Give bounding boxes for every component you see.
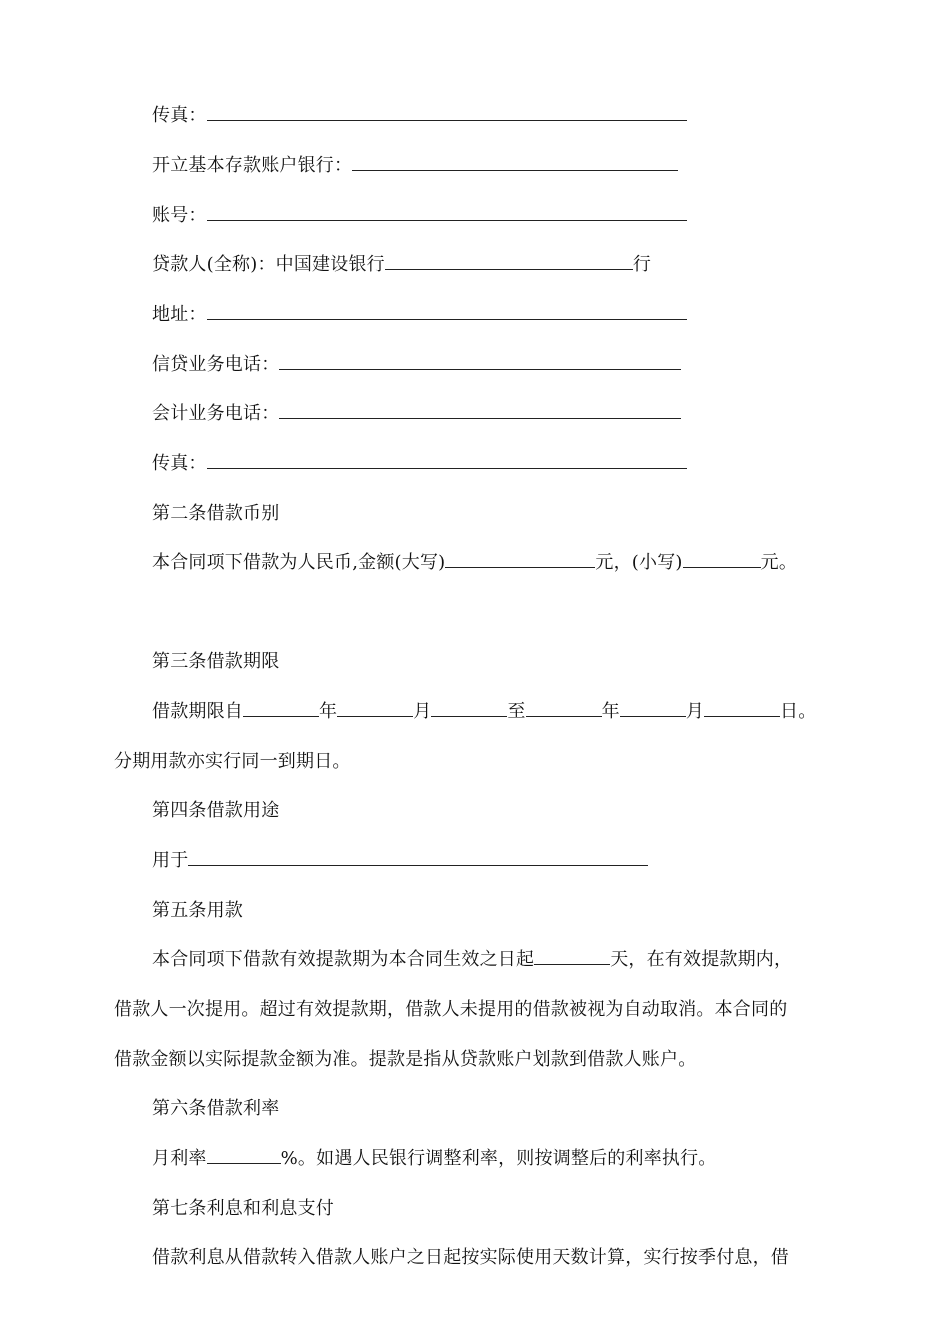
accounting-phone-blank (279, 402, 681, 419)
basic-account-bank-blank (352, 154, 678, 171)
address-line (152, 303, 687, 327)
article-7-line-1: 借款利息从借款转入借款人账户之日起按实际使用天数计算，实行按季付息，借 (152, 1247, 789, 1268)
credit-phone-line (152, 353, 681, 377)
article-4-title: 第四条借款用途 (152, 800, 280, 821)
basic-account-bank-line (152, 154, 678, 178)
accounting-phone-label: 会计业务电话： (152, 403, 280, 424)
start-year-blank (243, 700, 319, 717)
rate-adjust-text: %。如遇人民银行调整利率，则按调整后的利率执行。 (280, 1148, 717, 1169)
fax-line-1 (152, 104, 687, 128)
yuan-suffix: 元。 (760, 552, 798, 573)
start-day-blank (431, 700, 507, 717)
drawdown-period-text: 本合同项下借款有效提款期为本合同生效之日起 (152, 949, 535, 970)
accounting-phone-line (152, 402, 681, 426)
lender-line (152, 253, 651, 277)
lender-label: 贷款人(全称)：中国建设银行 (152, 254, 385, 275)
end-year-blank (526, 700, 602, 717)
end-month-blank (620, 700, 686, 717)
account-no-blank (207, 204, 687, 221)
credit-phone-blank (279, 353, 681, 370)
article-2-title: 第二条借款币别 (152, 503, 280, 524)
purpose-label: 用于 (152, 850, 189, 871)
account-no-line (152, 204, 687, 228)
days-blank (534, 948, 610, 965)
fax-label: 传真： (152, 453, 207, 474)
amount-figures-label: 元，(小写) (595, 552, 683, 573)
end-day-blank (704, 700, 780, 717)
period-label: 借款期限自 (152, 701, 243, 722)
article-5-line-1 (152, 948, 792, 972)
article-3-title: 第三条借款期限 (152, 651, 280, 672)
address-blank (207, 303, 687, 320)
article-6-rate (152, 1147, 717, 1171)
month-label: 月 (413, 701, 432, 722)
article-3-period (152, 700, 816, 724)
article-2-text (152, 551, 797, 575)
fax-blank (207, 104, 687, 121)
to-label: 至 (507, 701, 526, 722)
credit-phone-label: 信贷业务电话： (152, 354, 280, 375)
article-5-title: 第五条用款 (152, 900, 243, 921)
purpose-blank (188, 849, 648, 866)
account-no-label: 账号： (152, 205, 207, 226)
lender-branch-blank (385, 253, 633, 270)
article-7-title: 第七条利息和利息支付 (152, 1198, 334, 1219)
lender-suffix: 行 (632, 254, 652, 275)
amount-figures-blank (683, 551, 761, 568)
day-label: 日。 (780, 701, 817, 722)
article-6-title: 第六条借款利率 (152, 1098, 280, 1119)
currency-amount-label: 本合同项下借款为人民币,金额(大写) (152, 552, 446, 573)
start-month-blank (337, 700, 413, 717)
article-3-line-2: 分期用款亦实行同一到期日。 (114, 751, 351, 772)
year-label: 年 (601, 701, 620, 722)
fax-line-2 (152, 452, 687, 476)
year-label: 年 (319, 701, 338, 722)
rate-blank (207, 1147, 281, 1164)
drawdown-period-text-cont: 天，在有效提款期内， (610, 949, 793, 970)
address-label: 地址： (152, 304, 207, 325)
article-4-purpose (152, 849, 648, 873)
article-5-line-3: 借款金额以实际提款金额为准。提款是指从贷款账户划款到借款人账户。 (114, 1049, 697, 1070)
monthly-rate-label: 月利率 (152, 1148, 207, 1169)
month-label: 月 (685, 701, 705, 722)
article-5-line-2: 借款人一次提用。超过有效提款期，借款人未提用的借款被视为自动取消。本合同的 (114, 999, 788, 1020)
fax-blank (207, 452, 687, 469)
amount-words-blank (445, 551, 595, 568)
basic-account-bank-label: 开立基本存款账户银行： (152, 155, 353, 176)
fax-label: 传真： (152, 105, 207, 126)
